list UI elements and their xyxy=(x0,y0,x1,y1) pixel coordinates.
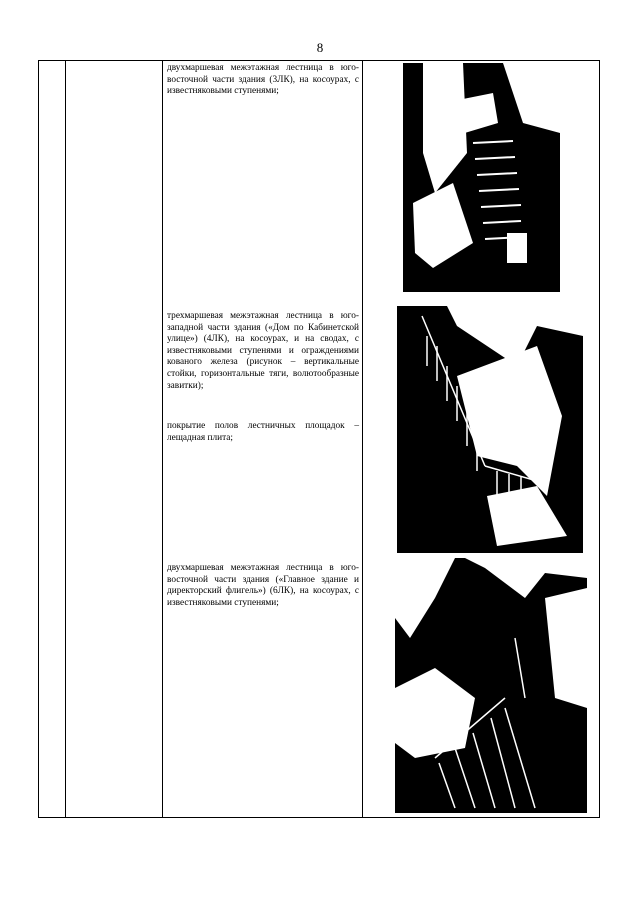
column-divider xyxy=(65,61,66,817)
page-number: 8 xyxy=(316,40,324,55)
column-divider xyxy=(362,61,363,817)
staircase-photo-4lk xyxy=(397,306,583,553)
description-3lk: двухмаршевая межэтажная лестница в юго-восточной части здания (3ЛК), на косоурах, с известняковыми ступенями; xyxy=(167,63,359,97)
staircase-photo-6lk xyxy=(395,558,587,813)
description-column xyxy=(163,61,361,817)
description-6lk: двухмаршевая межэтажная лестница в юго-восточной части здания («Главное здание и директорский флигель») (6ЛК), на косоурах, с известняковыми ступенями; xyxy=(167,563,359,608)
staircase-photo-3lk xyxy=(403,63,560,292)
description-4lk: трехмаршевая межэтажная лестница в юго-западной части здания («Дом по Кабинетской улице») (4ЛК), на косоурах, и на сводах, с известняковыми ступенями и ограждениями кованого железа (рисунок – вертикальные стойки, горизонтальные тяги, волютообразные завитки); xyxy=(167,311,359,391)
description-floor-covering: покрытие полов лестничных площадок – лещадная плита; xyxy=(167,421,359,443)
monuments-table xyxy=(38,60,600,818)
